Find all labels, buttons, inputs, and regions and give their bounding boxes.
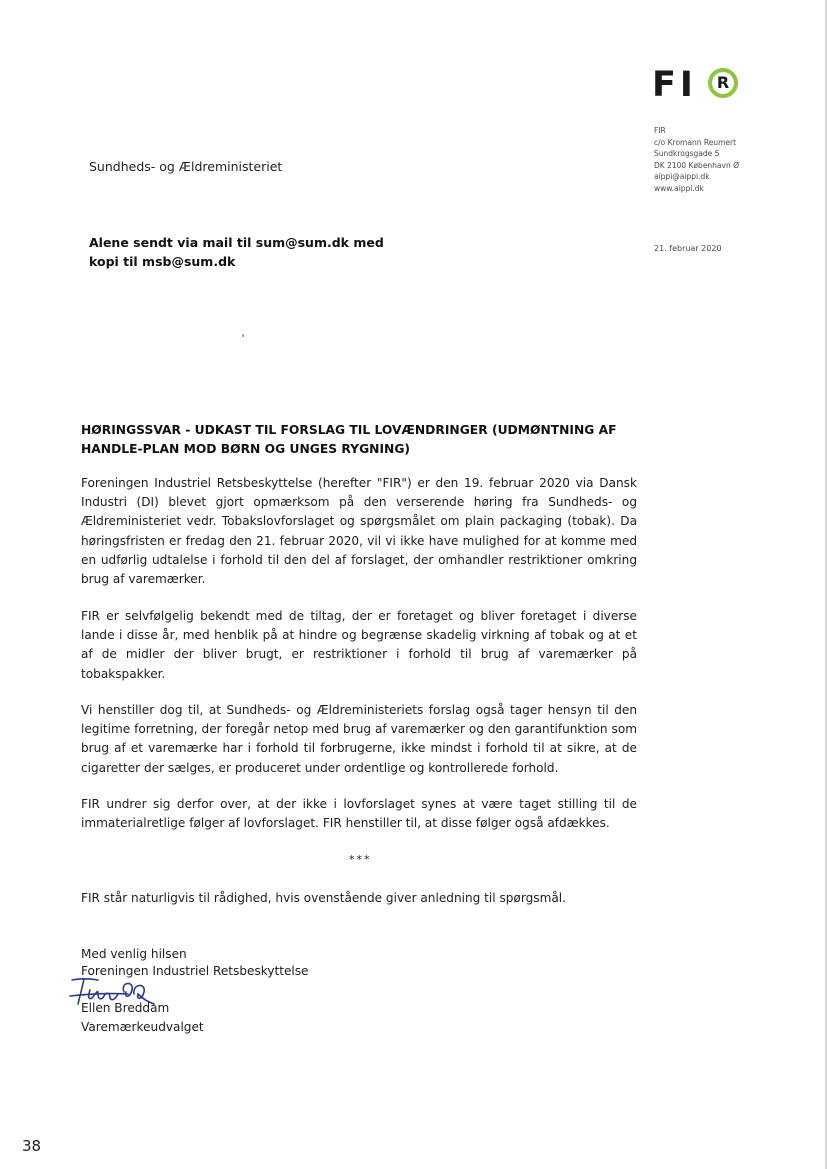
delivery-note-line: Alene sendt via mail til sum@sum.dk med [89,235,384,250]
signer-name: Ellen Breddam [81,1001,170,1015]
sender-website: www.aippi.dk [654,183,704,193]
body-paragraph: Vi henstiller dog til, at Sundheds- og Ældreministeriets forslag også tager hensyn til den legitime forretning, der foregår netop med brug af varemærker og den garantifunktion som brug af et varemærke har i forhold til forbrugerne, ikke mindst i forhold til at sikre, at de cigaretter der sælges, er produceret under ordentlige og kontrollerede forhold. [81,703,637,775]
sender-email: aippi@aippi.dk [654,172,710,181]
logo-letters: FI [652,65,697,105]
delivery-note [89,233,389,271]
delivery-note-line: kopi til msb@sum.dk [89,254,236,269]
section-separator: *** [349,853,372,866]
body-paragraph: FIR er selvfølgelig bekendt med de tiltag, der er foretaget og bliver foretaget i diverse lande i disse år, med henblik på at hindre og begrænse skadelig virkning af tobak og at et af de midler der bliver brugt, er restriktioner i forhold til brug af varemærker på tobakspakker. [81,609,637,681]
body-paragraph: FIR undrer sig derfor over, at der ikke i lovforslaget synes at være taget stilling til de immaterialretlige følger af lovforslaget. FIR henstiller til, at disse følger også afdækkes. [81,797,637,831]
sender-line: DK 2100 København Ø [654,160,740,170]
recipient: Sundheds- og Ældreministeriet [89,159,283,174]
sender-address [654,125,739,194]
letter-heading: HØRINGSSVAR - UDKAST TIL FORSLAG TIL LOVÆNDRINGER (UDMØNTNING AF HANDLE-PLAN MOD BØRN OG UNGES RYGNING) [81,423,617,456]
fir-logo [652,64,746,108]
signer-organization: Foreningen Industriel Retsbeskyttelse [81,964,309,978]
page-number: 38 [22,1137,42,1155]
sender-line: FIR [654,126,666,135]
scan-mark [242,334,244,337]
logo-circle-letter: R [716,73,730,92]
greeting: Med venlig hilsen [81,947,187,961]
signer-committee: Varemærkeudvalget [81,1020,204,1034]
letter-date: 21. februar 2020 [654,244,722,253]
sender-line: Sundkrogsgade 5 [654,149,720,158]
logo-circle [708,68,738,98]
body-paragraph: Foreningen Industriel Retsbeskyttelse (herefter "FIR") er den 19. februar 2020 via Dansk Industri (DI) blevet gjort opmærksom på den verserende høring fra Sundheds- og Ældreministeriet vedr. Tobakslovforslaget og spørgsmålet om plain packaging (tobak). Da høringsfristen er fredag den 21. februar 2020, vil vi ikke have mulighed for at komme med en udførlig udtalelse i forhold til den del af forslaget, der omhandler restriktioner omkring brug af varemærker. [81,476,637,587]
sender-line: c/o Kromann Reumert [654,137,737,147]
closing-paragraph: FIR står naturligvis til rådighed, hvis ovenstående giver anledning til spørgsmål. [81,891,566,905]
